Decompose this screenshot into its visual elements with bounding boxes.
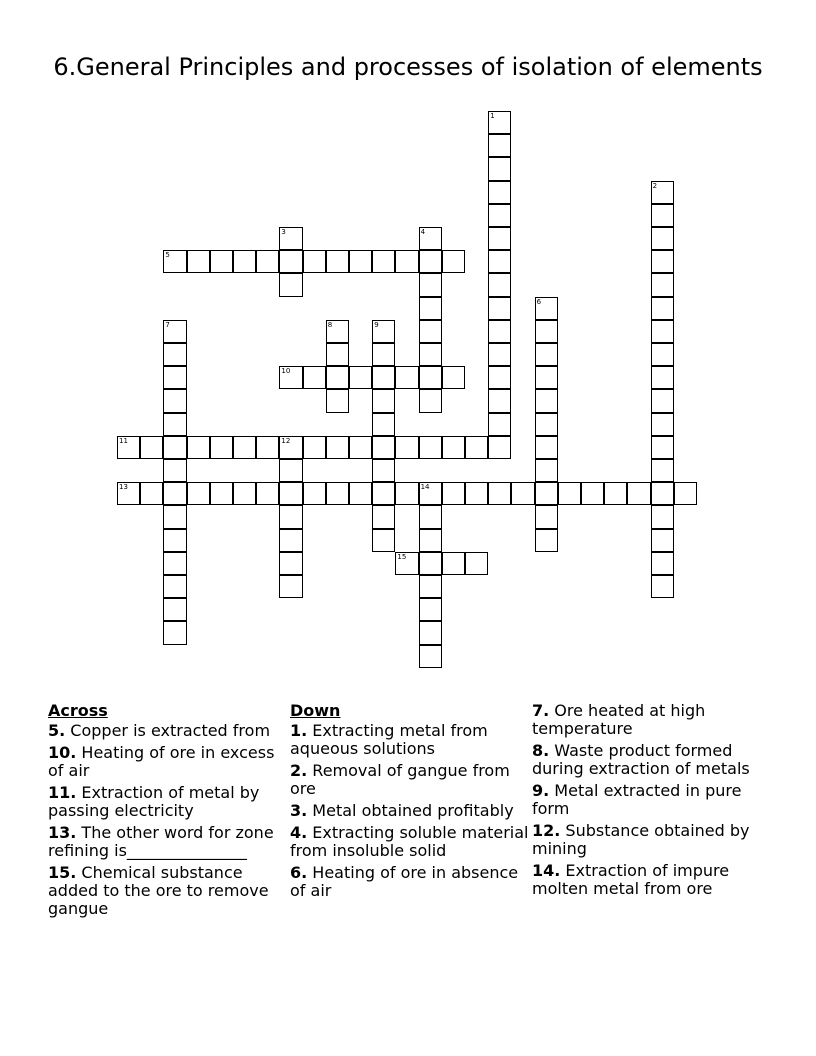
grid-cell[interactable] — [163, 621, 186, 644]
cell-number: 11 — [119, 436, 128, 445]
grid-cell[interactable] — [326, 366, 349, 389]
clue-number: 11. — [48, 783, 77, 802]
grid-cell[interactable] — [465, 552, 488, 575]
clue-number: 1. — [290, 721, 308, 740]
grid-cell[interactable] — [651, 482, 674, 505]
cell-number: 15 — [397, 552, 407, 561]
grid-cell[interactable] — [349, 482, 372, 505]
grid-cell[interactable] — [419, 645, 442, 668]
clue-number: 14. — [532, 861, 561, 880]
grid-cell[interactable] — [279, 505, 302, 528]
grid-cell[interactable] — [303, 250, 326, 273]
grid-cell[interactable] — [256, 436, 279, 459]
cell-number: 5 — [165, 251, 170, 260]
cell-number: 2 — [652, 181, 658, 190]
grid-cell[interactable] — [326, 389, 349, 412]
grid-cell[interactable] — [442, 552, 465, 575]
clue-text: Chemical substance added to the ore to remove gangue — [48, 863, 269, 918]
grid-cell[interactable] — [326, 250, 349, 273]
grid-cell[interactable] — [326, 482, 349, 505]
down-clue — [532, 822, 772, 858]
grid-cell[interactable] — [674, 482, 697, 505]
grid-cell[interactable] — [419, 227, 442, 250]
grid-cell[interactable] — [488, 111, 511, 134]
grid-cell[interactable] — [372, 482, 395, 505]
grid-cell[interactable] — [395, 552, 418, 575]
clue-number: 8. — [532, 741, 550, 760]
grid-cell[interactable] — [419, 529, 442, 552]
grid-cell[interactable] — [117, 436, 140, 459]
grid-cell[interactable] — [163, 366, 186, 389]
clue-number: 2. — [290, 761, 308, 780]
grid-cell[interactable] — [163, 320, 186, 343]
grid-cell[interactable] — [465, 482, 488, 505]
down-clue — [290, 722, 530, 758]
grid-cell[interactable] — [279, 366, 302, 389]
grid-cell[interactable] — [419, 343, 442, 366]
clue-number: 6. — [290, 863, 308, 882]
cell-number: 9 — [374, 320, 379, 329]
across-clues — [48, 702, 288, 922]
grid-cell[interactable] — [488, 389, 511, 412]
grid-cell[interactable] — [535, 366, 558, 389]
grid-cell[interactable] — [651, 320, 674, 343]
grid-cell[interactable] — [651, 227, 674, 250]
grid-cell[interactable] — [163, 505, 186, 528]
grid-cell[interactable] — [372, 413, 395, 436]
clue-text: Removal of gangue from ore — [290, 761, 510, 798]
grid-cell[interactable] — [326, 320, 349, 343]
grid-cell[interactable] — [419, 598, 442, 621]
puzzle-title: 6.General Principles and processes of isolation of elements — [53, 53, 763, 81]
grid-cell[interactable] — [651, 181, 674, 204]
across-clue — [48, 824, 288, 860]
grid-cell[interactable] — [395, 250, 418, 273]
grid-cell[interactable] — [535, 413, 558, 436]
down-clue — [290, 762, 530, 798]
grid-cell[interactable] — [488, 366, 511, 389]
grid-cell[interactable] — [419, 389, 442, 412]
grid-cell[interactable] — [372, 505, 395, 528]
grid-cell[interactable] — [604, 482, 627, 505]
grid-cell[interactable] — [535, 436, 558, 459]
grid-cell[interactable] — [303, 482, 326, 505]
grid-cell[interactable] — [535, 505, 558, 528]
grid-cell[interactable] — [210, 436, 233, 459]
grid-cell[interactable] — [651, 436, 674, 459]
grid-cell[interactable] — [256, 250, 279, 273]
grid-cell[interactable] — [419, 575, 442, 598]
grid-cell[interactable] — [279, 529, 302, 552]
clue-number: 4. — [290, 823, 308, 842]
across-clue — [48, 722, 288, 740]
grid-cell[interactable] — [279, 482, 302, 505]
grid-cell[interactable] — [651, 204, 674, 227]
grid-cell[interactable] — [163, 552, 186, 575]
grid-cell[interactable] — [187, 436, 210, 459]
grid-cell[interactable] — [651, 250, 674, 273]
grid-cell[interactable] — [372, 320, 395, 343]
grid-cell[interactable] — [419, 621, 442, 644]
grid-cell[interactable] — [442, 482, 465, 505]
down-clue — [532, 782, 772, 818]
grid-cell[interactable] — [535, 529, 558, 552]
across-clue — [48, 784, 288, 820]
grid-cell[interactable] — [326, 436, 349, 459]
clue-text: Copper is extracted from — [65, 721, 271, 740]
grid-cell[interactable] — [488, 204, 511, 227]
clue-number: 5. — [48, 721, 66, 740]
grid-cell[interactable] — [279, 250, 302, 273]
cell-number: 12 — [281, 436, 291, 445]
clue-text: Metal obtained profitably — [307, 801, 514, 820]
grid-cell[interactable] — [279, 575, 302, 598]
cell-number: 13 — [119, 483, 128, 492]
cell-number: 1 — [490, 112, 495, 120]
grid-cell[interactable] — [651, 389, 674, 412]
grid-cell[interactable] — [558, 482, 581, 505]
grid-cell[interactable] — [442, 250, 465, 273]
grid-cell[interactable] — [651, 273, 674, 296]
grid-cell[interactable] — [210, 482, 233, 505]
grid-cell[interactable] — [651, 459, 674, 482]
grid-cell[interactable] — [140, 482, 163, 505]
grid-cell[interactable] — [163, 575, 186, 598]
grid-cell[interactable] — [372, 436, 395, 459]
grid-cell[interactable] — [651, 552, 674, 575]
grid-cell[interactable] — [279, 273, 302, 296]
down-heading: Down — [290, 701, 341, 720]
clue-number: 9. — [532, 781, 550, 800]
grid-cell[interactable] — [627, 482, 650, 505]
grid-cell[interactable] — [163, 482, 186, 505]
grid-cell[interactable] — [488, 250, 511, 273]
grid-cell[interactable] — [488, 320, 511, 343]
grid-cell[interactable] — [349, 436, 372, 459]
grid-cell[interactable] — [535, 389, 558, 412]
grid-cell[interactable] — [372, 343, 395, 366]
grid-cell[interactable] — [233, 436, 256, 459]
grid-cell[interactable] — [117, 482, 140, 505]
grid-cell[interactable] — [395, 482, 418, 505]
grid-cell[interactable] — [163, 389, 186, 412]
clue-number: 7. — [532, 701, 550, 720]
grid-cell[interactable] — [163, 459, 186, 482]
clue-number: 13. — [48, 823, 77, 842]
clue-text: Waste product formed during extraction of metals — [532, 741, 750, 778]
grid-cell[interactable] — [372, 459, 395, 482]
grid-cell[interactable] — [279, 552, 302, 575]
cell-number: 8 — [327, 320, 333, 329]
down-clue — [290, 824, 530, 860]
down-clues — [290, 702, 530, 904]
grid-cell[interactable] — [372, 366, 395, 389]
grid-cell[interactable] — [372, 529, 395, 552]
grid-cell[interactable] — [488, 134, 511, 157]
grid-cell[interactable] — [488, 227, 511, 250]
grid-cell[interactable] — [651, 505, 674, 528]
grid-cell[interactable] — [372, 389, 395, 412]
grid-cell[interactable] — [488, 181, 511, 204]
grid-cell[interactable] — [256, 482, 279, 505]
grid-cell[interactable] — [303, 436, 326, 459]
grid-cell[interactable] — [279, 436, 302, 459]
grid-cell[interactable] — [419, 552, 442, 575]
grid-cell[interactable] — [326, 343, 349, 366]
grid-cell[interactable] — [163, 598, 186, 621]
grid-cell[interactable] — [140, 436, 163, 459]
clue-number: 12. — [532, 821, 561, 840]
down-clue — [532, 702, 772, 738]
cell-number: 4 — [420, 228, 426, 236]
across-clue — [48, 744, 288, 780]
grid-cell[interactable] — [419, 250, 442, 273]
grid-cell[interactable] — [442, 366, 465, 389]
across-heading: Across — [48, 701, 108, 720]
grid-cell[interactable] — [419, 482, 442, 505]
clue-number: 10. — [48, 743, 77, 762]
cell-number: 7 — [165, 320, 170, 329]
grid-cell[interactable] — [163, 250, 186, 273]
clue-text: Extraction of metal by passing electricity — [48, 783, 260, 820]
grid-cell[interactable] — [210, 250, 233, 273]
down-clue — [532, 862, 772, 898]
grid-cell[interactable] — [651, 366, 674, 389]
clue-text: Metal extracted in pure form — [532, 781, 742, 818]
grid-cell[interactable] — [395, 366, 418, 389]
grid-cell[interactable] — [419, 320, 442, 343]
grid-cell[interactable] — [419, 297, 442, 320]
grid-cell[interactable] — [535, 320, 558, 343]
grid-cell[interactable] — [535, 297, 558, 320]
clue-number: 3. — [290, 801, 308, 820]
clue-text: Ore heated at high temperature — [532, 701, 706, 738]
grid-cell[interactable] — [163, 529, 186, 552]
down-clues-continued — [532, 702, 772, 902]
grid-cell[interactable] — [442, 436, 465, 459]
grid-cell[interactable] — [233, 250, 256, 273]
cell-number: 3 — [281, 228, 286, 236]
clue-number: 15. — [48, 863, 77, 882]
grid-cell[interactable] — [535, 343, 558, 366]
grid-cell[interactable] — [488, 157, 511, 180]
grid-cell[interactable] — [511, 482, 534, 505]
grid-cell[interactable] — [233, 482, 256, 505]
grid-cell[interactable] — [488, 436, 511, 459]
grid-cell[interactable] — [419, 366, 442, 389]
grid-cell[interactable] — [163, 343, 186, 366]
grid-cell[interactable] — [535, 459, 558, 482]
grid-cell[interactable] — [279, 227, 302, 250]
clue-text: Extraction of impure molten metal from ore — [532, 861, 730, 898]
clue-text: Substance obtained by mining — [532, 821, 750, 858]
grid-cell[interactable] — [163, 413, 186, 436]
grid-cell[interactable] — [372, 250, 395, 273]
grid-cell[interactable] — [349, 366, 372, 389]
grid-cell[interactable] — [488, 273, 511, 296]
grid-cell[interactable] — [581, 482, 604, 505]
cell-number: 14 — [420, 483, 430, 492]
cell-number: 10 — [281, 367, 291, 376]
clue-text: The other word for zone refining is_______________ — [48, 823, 274, 860]
cell-number: 6 — [536, 297, 542, 306]
down-clue — [290, 802, 530, 820]
grid-cell[interactable] — [187, 482, 210, 505]
clue-text: Heating of ore in excess of air — [48, 743, 275, 780]
grid-cell[interactable] — [651, 343, 674, 366]
grid-cell[interactable] — [651, 529, 674, 552]
grid-cell[interactable] — [163, 436, 186, 459]
grid-cell[interactable] — [303, 366, 326, 389]
grid-cell[interactable] — [488, 413, 511, 436]
grid-cell[interactable] — [651, 413, 674, 436]
grid-cell[interactable] — [465, 436, 488, 459]
down-clue — [532, 742, 772, 778]
grid-cell[interactable] — [419, 273, 442, 296]
grid-cell[interactable] — [187, 250, 210, 273]
grid-cell[interactable] — [535, 482, 558, 505]
grid-cell[interactable] — [395, 436, 418, 459]
grid-cell[interactable] — [488, 297, 511, 320]
grid-cell[interactable] — [349, 250, 372, 273]
clue-text: Extracting metal from aqueous solutions — [290, 721, 488, 758]
grid-cell[interactable] — [419, 505, 442, 528]
grid-cell[interactable] — [279, 459, 302, 482]
grid-cell[interactable] — [651, 297, 674, 320]
grid-cell[interactable] — [651, 575, 674, 598]
across-clue — [48, 864, 288, 918]
down-clue — [290, 864, 530, 900]
grid-cell[interactable] — [488, 482, 511, 505]
grid-cell[interactable] — [419, 436, 442, 459]
grid-cell[interactable] — [488, 343, 511, 366]
clue-text: Heating of ore in absence of air — [290, 863, 519, 900]
clue-text: Extracting soluble material from insoluble solid — [290, 823, 529, 860]
